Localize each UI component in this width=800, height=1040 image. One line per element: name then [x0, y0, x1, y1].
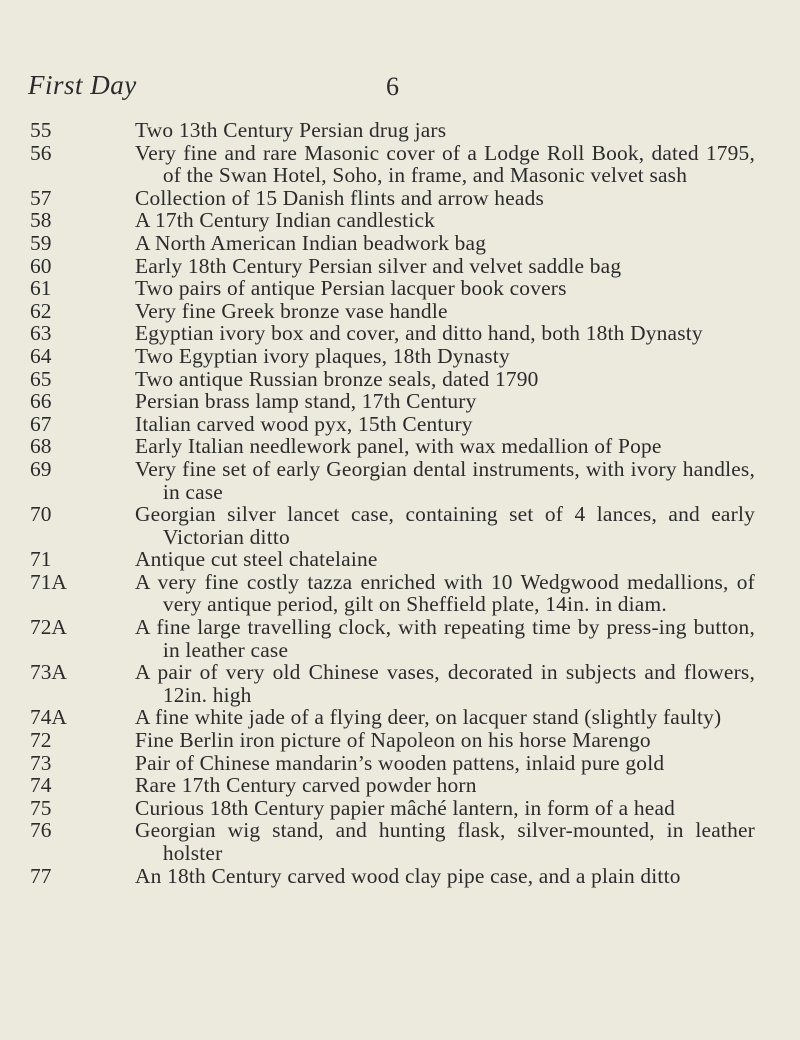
lot-entry	[0, 345, 800, 368]
lot-description: Collection of 15 Danish flints and arrow heads	[135, 185, 544, 210]
lot-entry	[0, 142, 800, 187]
lot-entry	[0, 368, 800, 391]
lot-number: 76	[30, 818, 52, 843]
lot-description: Pair of Chinese mandarin’s wooden pattens, inlaid pure gold	[135, 750, 665, 775]
lot-number: 67	[30, 411, 52, 436]
lot-number: 61	[30, 276, 52, 301]
lot-entry	[0, 503, 800, 548]
lot-number: 64	[30, 343, 52, 368]
page-number: 6	[386, 72, 399, 101]
lot-number: 69	[30, 456, 52, 481]
lot-description: A very fine costly tazza enriched with 10 Wedgwood medallions, of very antique period, gilt on Sheffield plate, 14in. in diam.	[135, 569, 755, 617]
lot-description: Two pairs of antique Persian lacquer book covers	[135, 276, 567, 301]
lot-entry	[0, 548, 800, 571]
lot-number: 60	[30, 253, 52, 278]
lot-number: 62	[30, 298, 52, 323]
lot-entry	[0, 706, 800, 729]
lot-description: Persian brass lamp stand, 17th Century	[135, 389, 477, 414]
lot-description: Very fine set of early Georgian dental instruments, with ivory handles, in case	[135, 456, 755, 504]
lot-number: 68	[30, 434, 52, 459]
lot-number: 66	[30, 389, 52, 414]
lot-number: 65	[30, 366, 52, 391]
lot-description: Egyptian ivory box and cover, and ditto hand, both 18th Dynasty	[135, 321, 703, 346]
lot-entry	[0, 209, 800, 232]
lot-description: Two antique Russian bronze seals, dated 1790	[135, 366, 539, 391]
lot-entry	[0, 797, 800, 820]
lot-description: A 17th Century Indian candlestick	[135, 208, 436, 233]
lot-entry	[0, 458, 800, 503]
lot-description: Fine Berlin iron picture of Napoleon on his horse Marengo	[135, 728, 651, 753]
lot-description: A fine large travelling clock, with repeating time by press-ing button, in leather case	[135, 615, 755, 662]
lot-entry	[0, 322, 800, 345]
lot-description: Italian carved wood pyx, 15th Century	[135, 411, 473, 436]
lot-entry	[0, 390, 800, 413]
lot-number: 73A	[30, 660, 67, 685]
lot-description: Two 13th Century Persian drug jars	[135, 118, 447, 142]
lot-entry	[0, 752, 800, 775]
lot-list	[0, 119, 800, 887]
lot-description: Rare 17th Century carved powder horn	[135, 773, 477, 798]
lot-description: A North American Indian beadwork bag	[135, 230, 487, 255]
lot-entry	[0, 774, 800, 797]
lot-number: 70	[30, 502, 52, 527]
lot-description: A pair of very old Chinese vases, decorated in subjects and flowers, 12in. high	[135, 660, 755, 707]
lot-number: 74A	[30, 705, 67, 730]
lot-number: 57	[30, 185, 52, 210]
day-heading: First Day	[28, 70, 137, 100]
lot-number: 72	[30, 728, 52, 753]
lot-entry	[0, 571, 800, 616]
lot-description: Early 18th Century Persian silver and velvet saddle bag	[135, 253, 622, 278]
lot-description: Antique cut steel chatelaine	[135, 547, 378, 572]
lot-description: A fine white jade of a flying deer, on lacquer stand (slightly faulty)	[135, 705, 722, 730]
lot-entry	[0, 661, 800, 706]
lot-entry	[0, 300, 800, 323]
lot-number: 56	[30, 140, 52, 165]
lot-number: 75	[30, 795, 52, 820]
lot-number: 73	[30, 750, 52, 775]
lot-description: Two Egyptian ivory plaques, 18th Dynasty	[135, 343, 510, 368]
lot-number: 71A	[30, 569, 67, 594]
lot-entry	[0, 865, 800, 888]
lot-description: Very fine Greek bronze vase handle	[135, 298, 448, 323]
lot-entry	[0, 729, 800, 752]
lot-number: 63	[30, 321, 52, 346]
lot-entry	[0, 187, 800, 210]
lot-entry	[0, 413, 800, 436]
lot-number: 59	[30, 230, 52, 255]
lot-number: 77	[30, 863, 52, 888]
lot-description: Georgian silver lancet case, containing set of 4 lances, and early Victorian ditto	[135, 502, 755, 549]
lot-entry	[0, 435, 800, 458]
lot-entry	[0, 255, 800, 278]
lot-number: 71	[30, 547, 52, 572]
lot-number: 55	[30, 118, 52, 142]
lot-entry	[0, 232, 800, 255]
lot-number: 58	[30, 208, 52, 233]
lot-number: 72A	[30, 615, 67, 640]
lot-entry	[0, 277, 800, 300]
lot-entry	[0, 616, 800, 661]
lot-description: Georgian wig stand, and hunting flask, silver-mounted, in leather holster	[135, 818, 755, 865]
lot-number: 74	[30, 773, 52, 798]
lot-entry	[0, 119, 800, 142]
lot-description: Curious 18th Century papier mâché lantern, in form of a head	[135, 795, 676, 820]
lot-description: Very fine and rare Masonic cover of a Lodge Roll Book, dated 1795, of the Swan Hotel, Soho, in frame, and Masonic velvet sash	[135, 140, 755, 188]
lot-description: An 18th Century carved wood clay pipe case, and a plain ditto	[135, 863, 681, 888]
lot-entry	[0, 819, 800, 864]
lot-description: Early Italian needlework panel, with wax medallion of Pope	[135, 434, 662, 459]
